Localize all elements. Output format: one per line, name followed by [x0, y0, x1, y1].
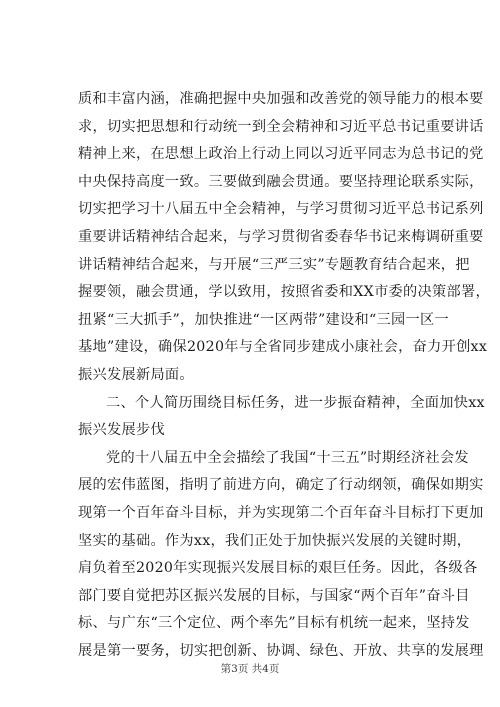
paragraph-line: 肩负着至2020年实现振兴发展目标的艰巨任务。因此，各级各 [78, 560, 478, 577]
paragraph-line: 精神上来，在思想上政治上行动上同以习近平同志为总书记的党 [78, 146, 484, 163]
paragraph-line: 党的十八届五中全会描绘了我国“十三五”时期经济社会发 [106, 449, 469, 466]
paragraph-line: 求，切实把思想和行动统一到全会精神和习近平总书记重要讲话 [78, 118, 484, 135]
paragraph-line: 扭紧“三大抓手”，加快推进“一区两带”建设和“三园一区一 [78, 311, 449, 328]
paragraph-line: 基地”建设，确保2020年与全省同步建成小康社会，奋力开创xx [78, 339, 488, 356]
paragraph-line: 握要领，融会贯通，学以致用，按照省委和XX市委的决策部署， [78, 284, 490, 301]
paragraph-line: 振兴发展新局面。 [78, 366, 194, 383]
paragraph-line: 中央保持高度一致。三要做到融会贯通。要坚持理论联系实际， [78, 173, 484, 190]
paragraph-line: 讲话精神结合起来，与开展“三严三实”专题教育结合起来，把 [78, 256, 470, 273]
paragraph-line: 展的宏伟蓝图，指明了前进方向，确定了行动纲领，确保如期实 [78, 477, 484, 494]
paragraph-line: 展是第一要务，切实把创新、协调、绿色、开放、共享的发展理 [78, 642, 484, 659]
paragraph-line: 标、与广东“三个定位、两个率先”目标有机统一起来，坚持发 [78, 615, 470, 632]
paragraph-line: 现第一个百年奋斗目标，并为实现第二个百年奋斗目标打下更加 [78, 504, 484, 521]
paragraph-line: 质和丰富内涵，准确把握中央加强和改善党的领导能力的根本要 [78, 91, 484, 107]
paragraph-line: 重要讲话精神结合起来，与学习贯彻省委春华书记来梅调研重要 [78, 228, 484, 245]
section-heading-line: 振兴发展步伐 [78, 422, 165, 439]
paragraph-line: 切实把学习十八届五中全会精神，与学习贯彻习近平总书记系列 [78, 201, 484, 218]
paragraph-line: 部门要自觉把苏区振兴发展的目标，与国家“两个百年”奋斗目 [78, 587, 470, 604]
document-body [78, 86, 490, 665]
page-number-footer: 第3页 共4页 [220, 663, 280, 675]
paragraph-line: 坚实的基础。作为xx，我们正处于加快振兴发展的关键时期， [78, 532, 472, 549]
section-heading-line: 二、个人简历围绕目标任务，进一步振奋精神，全面加快xx [106, 394, 485, 411]
